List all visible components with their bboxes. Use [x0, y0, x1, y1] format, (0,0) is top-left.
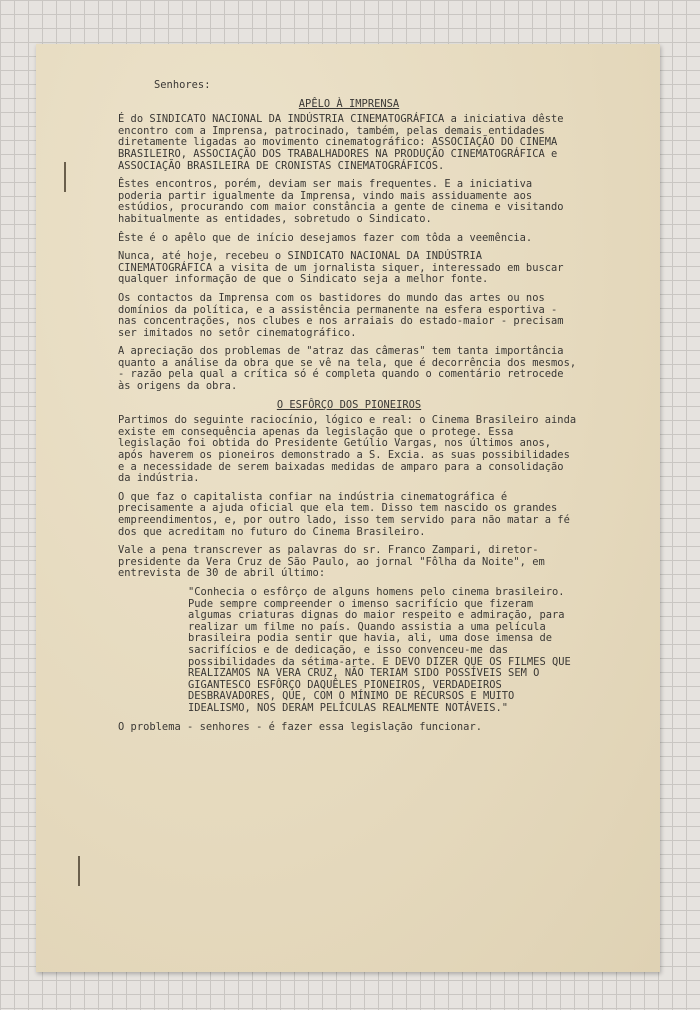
typewritten-page [36, 44, 660, 972]
paragraph: Êstes encontros, porém, deviam ser mais frequentes. E a iniciativa poderia partir igualmente da Imprensa, vindo mais assiduamente aos estúdios, procurando com maior constância a gente de cinema e visitando habitualmente as entidades, sobretudo o Sindicato. [118, 178, 564, 225]
staple-mark-top [64, 162, 66, 192]
subtitle-heading [118, 400, 580, 412]
paragraph: Partimos do seguinte raciocínio, lógico e real: o Cinema Brasileiro ainda existe em consequência apenas da legislação que o protege. Essa legislação foi obtida do Presidente Getúlio Vargas, nos últimos anos, após haverem os pioneiros demonstrado a S. Excia. as suas possibilidades e a necessidade de serem baixadas medidas de amparo para a consolidação da indústria. [118, 414, 577, 485]
paragraph: Vale a pena transcrever as palavras do sr. Franco Zampari, diretor-presidente da Vera Cruz de São Paulo, ao jornal "Fôlha da Noite", em entrevista de 30 de abril último: [118, 544, 545, 580]
page-text [118, 80, 580, 740]
paragraph: A apreciação dos problemas de "atraz das câmeras" tem tanta importância quanto a análise da obra que se vê na tela, que é decorrência dos mesmos, - razão pela qual a crítica só é completa quando o comentário retrocede às origens da obra. [118, 345, 577, 393]
closing-line: O problema - senhores - é fazer essa legislação funcionar. [118, 720, 482, 733]
paragraph: Êste é o apêlo que de início desejamos fazer com tôda a veemência. [118, 231, 533, 244]
title-text: APÊLO À IMPRENSA [298, 97, 400, 110]
salutation: Senhores: [154, 79, 211, 91]
paragraph: É do SINDICATO NACIONAL DA INDÚSTRIA CINEMATOGRÁFICA a iniciativa dêste encontro com a Imprensa, patrocinado, também, pelas demais entidades diretamente ligadas ao movimento cinematográfico: ASSOCIAÇÃO DO CINEMA BRASILEIRO, ASSOCIAÇÃO DOS TRABALHADORES NA PRODUÇÃO CINEMATOGRÁFICA e ASSOCIAÇÃO BRASILEIRA DE CRONISTAS CINEMATOGRÁFICOS. [118, 113, 564, 172]
subtitle-text: O ESFÔRÇO DOS PIONEIROS [276, 398, 422, 411]
quotation-block: "Conhecia o esfôrço de alguns homens pelo cinema brasileiro. Pude sempre compreender o imenso sacrifício que fizeram algumas criaturas dignas do maior respeito e admiração, para realizar um filme no país. Quando assistia a uma película brasileira podia sentir que havia, ali, uma dose imensa de sacrifícios e de dedicação, e isso convenceu-me das possibilidades da sétima-arte. E DEVO DIZER QUE OS FILMES QUE REALIZAMOS NA VERA CRUZ, NÃO TERIAM SIDO POSSÍVEIS SEM O GIGANTESCO ESFÔRÇO DAQUÊLES PIONEIROS, VERDADEIROS DESBRAVADORES, QUE, COM O MÍNIMO DE RECURSOS E MUITO IDEALISMO, NOS DERAM PELÍCULAS REALMENTE NOTÁVEIS." [188, 585, 571, 714]
paragraph: Os contactos da Imprensa com os bastidores do mundo das artes ou nos domínios da política, e a assistência permanente na esfera esportiva - nas concentrações, nos clubes e nos arraiais do estado-maior - precisam ser imitados no setôr cinematográfico. [118, 291, 564, 339]
paragraph: O que faz o capitalista confiar na indústria cinematográfica é precisamente a ajuda oficial que ela tem. Disso tem nascido os grandes empreendimentos, e, por outro lado, isso tem servido para não matar a fé dos que acreditam no futuro do Cinema Brasileiro. [118, 490, 570, 538]
title-heading [118, 99, 580, 111]
staple-mark-bottom [78, 856, 80, 886]
paragraph: Nunca, até hoje, recebeu o SINDICATO NACIONAL DA INDÚSTRIA CINEMATOGRÁFICA a visita de um jornalista siquer, interessado em buscar qualquer informação de que o Sindicato seja a melhor fonte. [118, 250, 564, 286]
